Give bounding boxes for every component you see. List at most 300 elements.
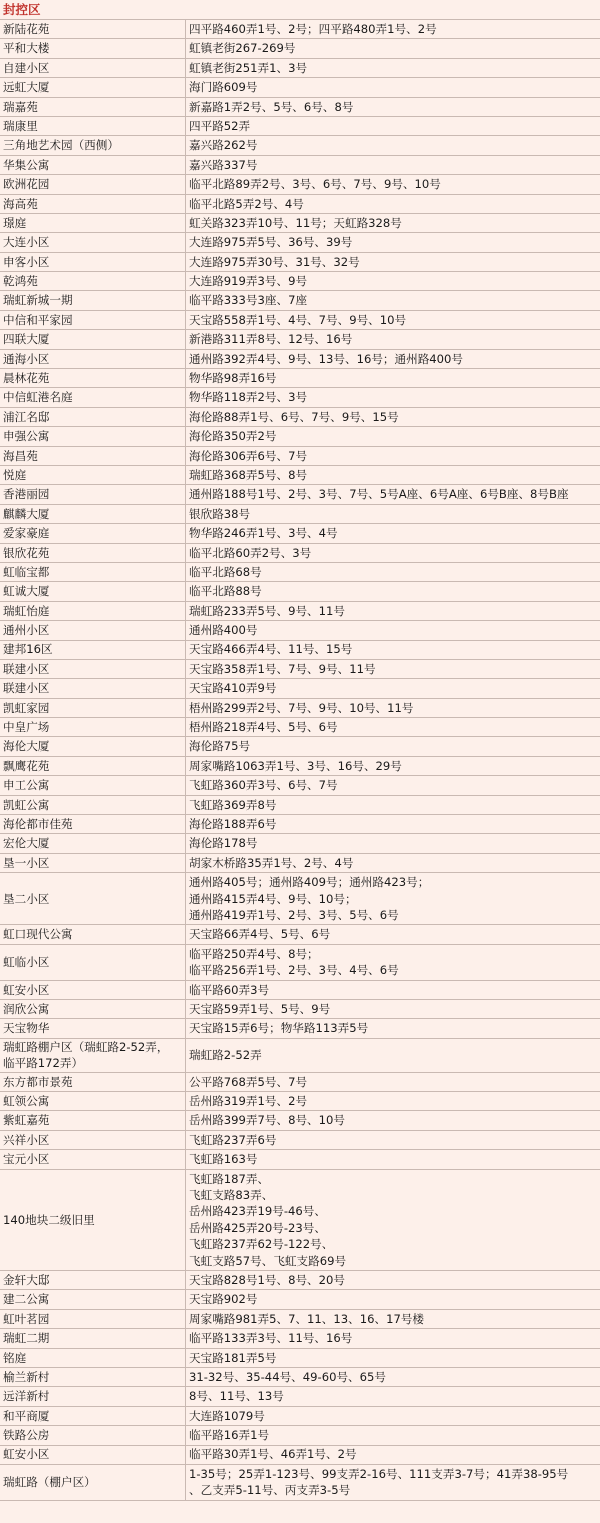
table-row bbox=[0, 194, 600, 213]
community-name-cell bbox=[0, 252, 186, 271]
table-row bbox=[0, 543, 600, 562]
community-name: 润欣公寓 bbox=[3, 1001, 50, 1016]
community-name: 璟庭 bbox=[3, 215, 27, 230]
address-cell bbox=[186, 853, 600, 872]
address-cell bbox=[186, 1387, 600, 1406]
community-name: 海昌苑 bbox=[3, 448, 38, 463]
table-row bbox=[0, 1290, 600, 1309]
address-cell bbox=[186, 1169, 600, 1270]
address-line: 海伦路188弄6号 bbox=[189, 817, 277, 831]
address-line: 物华路118弄2号、3号 bbox=[189, 390, 308, 405]
address-line: 海伦路75号 bbox=[189, 739, 251, 754]
table-row bbox=[0, 834, 600, 853]
address-line: 、乙支弄5-11号、丙支弄3-5号 bbox=[189, 1483, 351, 1498]
community-name-cell bbox=[0, 1038, 186, 1072]
community-name: 东方都市景苑 bbox=[3, 1074, 73, 1089]
address-line: 四平路460弄1号、2号；四平路480弄1号、2号 bbox=[189, 21, 437, 36]
community-name-cell bbox=[0, 310, 186, 329]
address-cell bbox=[186, 601, 600, 620]
community-name-cell bbox=[0, 562, 186, 581]
table-row bbox=[0, 58, 600, 77]
section-title: 封控区 bbox=[0, 0, 600, 20]
table-row bbox=[0, 737, 600, 756]
community-name-cell bbox=[0, 524, 186, 543]
address-cell bbox=[186, 1111, 600, 1130]
community-name: 虹叶茗园 bbox=[3, 1311, 50, 1326]
community-name-cell bbox=[0, 776, 186, 795]
community-name-cell bbox=[0, 504, 186, 523]
table-row bbox=[0, 39, 600, 58]
community-name: 远洋新村 bbox=[3, 1389, 50, 1404]
community-name-cell bbox=[0, 369, 186, 388]
community-name-cell bbox=[0, 980, 186, 999]
address-cell bbox=[186, 233, 600, 252]
community-name: 140地块二级旧里 bbox=[3, 1212, 95, 1227]
address-cell bbox=[186, 944, 600, 980]
address-line: 梧州路299弄2号、7号、9号、10号、11号 bbox=[189, 700, 414, 715]
community-name: 联建小区 bbox=[3, 661, 50, 676]
address-cell bbox=[186, 252, 600, 271]
community-name-cell bbox=[0, 756, 186, 775]
community-name-cell bbox=[0, 78, 186, 97]
table-row bbox=[0, 407, 600, 426]
community-name-cell bbox=[0, 1270, 186, 1289]
community-name: 爱家豪庭 bbox=[3, 526, 50, 541]
address-line: 物华路246弄1号、3号、4号 bbox=[189, 526, 338, 541]
address-line: 通州路400号 bbox=[189, 623, 258, 638]
community-name-cell bbox=[0, 834, 186, 853]
community-name-cell bbox=[0, 1426, 186, 1445]
area-table-body bbox=[0, 20, 600, 1500]
address-line: 临平路60弄3号 bbox=[189, 982, 270, 997]
address-cell bbox=[186, 1290, 600, 1309]
table-row bbox=[0, 925, 600, 944]
address-cell bbox=[186, 1150, 600, 1169]
community-name-cell bbox=[0, 39, 186, 58]
community-name-cell bbox=[0, 853, 186, 872]
address-line: 公平路768弄5号、7号 bbox=[189, 1074, 308, 1089]
table-row bbox=[0, 78, 600, 97]
address-cell bbox=[186, 1406, 600, 1425]
address-line: 飞虹路360弄3号、6号、7号 bbox=[189, 778, 338, 793]
address-cell bbox=[186, 659, 600, 678]
address-line: 银欣路38号 bbox=[189, 506, 251, 521]
table-row bbox=[0, 776, 600, 795]
community-name-cell bbox=[0, 446, 186, 465]
table-row bbox=[0, 815, 600, 834]
community-name-cell bbox=[0, 330, 186, 349]
table-row bbox=[0, 97, 600, 116]
community-name: 乾鸿苑 bbox=[3, 274, 38, 289]
community-name-cell bbox=[0, 679, 186, 698]
address-line: 新嘉路1弄2号、5号、6号、8号 bbox=[189, 99, 354, 114]
community-name: 垦一小区 bbox=[3, 855, 50, 870]
table-row bbox=[0, 756, 600, 775]
address-cell bbox=[186, 213, 600, 232]
address-cell bbox=[186, 194, 600, 213]
address-cell bbox=[186, 427, 600, 446]
address-cell bbox=[186, 562, 600, 581]
table-row bbox=[0, 640, 600, 659]
address-line: 大连路975弄30号、31号、32号 bbox=[189, 254, 360, 269]
community-name-cell bbox=[0, 659, 186, 678]
community-name-cell bbox=[0, 1348, 186, 1367]
community-name-cell bbox=[0, 97, 186, 116]
address-line: 飞虹路237弄6号 bbox=[189, 1132, 277, 1147]
community-name-cell bbox=[0, 795, 186, 814]
address-cell bbox=[186, 718, 600, 737]
table-row bbox=[0, 698, 600, 717]
address-cell bbox=[186, 446, 600, 465]
address-cell bbox=[186, 465, 600, 484]
area-table bbox=[0, 20, 600, 1501]
address-cell bbox=[186, 485, 600, 504]
address-line: 天宝路558弄1号、4号、7号、9号、10号 bbox=[189, 312, 407, 327]
address-line: 瑞虹路368弄5号、8号 bbox=[189, 467, 308, 482]
community-name-cell bbox=[0, 175, 186, 194]
table-row bbox=[0, 1150, 600, 1169]
address-cell bbox=[186, 815, 600, 834]
community-name: 海高苑 bbox=[3, 196, 38, 211]
address-cell bbox=[186, 756, 600, 775]
community-name: 临平路172弄） bbox=[3, 1056, 84, 1071]
address-line: 周家嘴路981弄5、7、11、13、16、17号楼 bbox=[189, 1311, 425, 1326]
community-name: 大连小区 bbox=[3, 235, 50, 250]
table-row bbox=[0, 1038, 600, 1072]
community-name-cell bbox=[0, 640, 186, 659]
table-row bbox=[0, 1445, 600, 1464]
table-row bbox=[0, 272, 600, 291]
address-line: 大连路1079号 bbox=[189, 1408, 265, 1423]
address-cell bbox=[186, 980, 600, 999]
community-name-cell bbox=[0, 815, 186, 834]
community-name-cell bbox=[0, 194, 186, 213]
address-cell bbox=[186, 39, 600, 58]
community-name: 申强公寓 bbox=[3, 429, 50, 444]
address-cell bbox=[186, 679, 600, 698]
community-name: 申工公寓 bbox=[3, 778, 50, 793]
address-cell bbox=[186, 97, 600, 116]
address-line: 8号、11号、13号 bbox=[189, 1389, 284, 1404]
address-cell bbox=[186, 1348, 600, 1367]
address-line: 瑞虹路233弄5号、9号、11号 bbox=[189, 603, 345, 618]
address-line: 临平路16弄1号 bbox=[189, 1428, 270, 1443]
community-name: 中皇广场 bbox=[3, 720, 50, 735]
community-name: 凯虹公寓 bbox=[3, 797, 50, 812]
address-line: 飞虹路237弄62号-122号、 bbox=[189, 1237, 334, 1252]
community-name: 和平商厦 bbox=[3, 1408, 50, 1423]
community-name: 瑞虹新城一期 bbox=[3, 293, 73, 308]
address-cell bbox=[186, 1000, 600, 1019]
community-name: 申客小区 bbox=[3, 254, 50, 269]
community-name: 天宝物华 bbox=[3, 1021, 50, 1036]
address-line: 周家嘴路1063弄1号、3号、16号、29号 bbox=[189, 758, 402, 773]
community-name-cell bbox=[0, 718, 186, 737]
community-name: 虹临小区 bbox=[3, 955, 50, 969]
community-name-cell bbox=[0, 116, 186, 135]
address-line: 通州路392弄4号、9号、13号、16号；通州路400号 bbox=[189, 351, 464, 366]
community-name: 瑞康里 bbox=[3, 118, 38, 133]
community-name-cell bbox=[0, 621, 186, 640]
address-line: 临平北路89弄2号、3号、6号、7号、9号、10号 bbox=[189, 177, 441, 192]
community-name: 铭庭 bbox=[3, 1350, 27, 1365]
address-cell bbox=[186, 116, 600, 135]
address-line: 天宝路828号1号、8号、20号 bbox=[189, 1272, 345, 1287]
community-name: 瑞虹路（棚户区） bbox=[3, 1475, 96, 1490]
table-row bbox=[0, 980, 600, 999]
table-row bbox=[0, 582, 600, 601]
address-cell bbox=[186, 388, 600, 407]
community-name: 虹临宝都 bbox=[3, 564, 50, 579]
table-row bbox=[0, 175, 600, 194]
address-cell bbox=[186, 330, 600, 349]
community-name-cell bbox=[0, 407, 186, 426]
table-row bbox=[0, 155, 600, 174]
community-name-cell bbox=[0, 1445, 186, 1464]
table-row bbox=[0, 1270, 600, 1289]
address-cell bbox=[186, 310, 600, 329]
community-name-cell bbox=[0, 349, 186, 368]
table-row bbox=[0, 1464, 600, 1500]
address-cell bbox=[186, 175, 600, 194]
address-line: 瑞虹路2-52弄 bbox=[189, 1047, 262, 1062]
address-cell bbox=[186, 369, 600, 388]
address-line: 海伦路88弄1号、6号、7号、9号、15号 bbox=[189, 409, 399, 424]
table-row bbox=[0, 330, 600, 349]
community-name: 海伦都市佳苑 bbox=[3, 817, 73, 831]
address-cell bbox=[186, 58, 600, 77]
table-row bbox=[0, 621, 600, 640]
table-row bbox=[0, 291, 600, 310]
community-name: 兴祥小区 bbox=[3, 1132, 50, 1147]
community-name: 建二公寓 bbox=[3, 1292, 50, 1307]
community-name-cell bbox=[0, 944, 186, 980]
community-name-cell bbox=[0, 1091, 186, 1110]
community-name-cell bbox=[0, 136, 186, 155]
community-name-cell bbox=[0, 873, 186, 925]
table-row bbox=[0, 562, 600, 581]
table-row bbox=[0, 1387, 600, 1406]
community-name-cell bbox=[0, 1290, 186, 1309]
community-name: 新陆花苑 bbox=[3, 21, 50, 36]
address-cell bbox=[186, 504, 600, 523]
address-cell bbox=[186, 795, 600, 814]
community-name: 飘鹰花苑 bbox=[3, 758, 50, 773]
community-name-cell bbox=[0, 465, 186, 484]
community-name: 华集公寓 bbox=[3, 157, 50, 172]
address-cell bbox=[186, 78, 600, 97]
table-row bbox=[0, 465, 600, 484]
address-cell bbox=[186, 524, 600, 543]
table-row bbox=[0, 1367, 600, 1386]
community-name-cell bbox=[0, 737, 186, 756]
address-line: 天宝路66弄4号、5号、6号 bbox=[189, 927, 331, 942]
table-row bbox=[0, 1072, 600, 1091]
address-line: 临平北路68号 bbox=[189, 564, 262, 579]
address-line: 天宝路358弄1号、7号、9号、11号 bbox=[189, 661, 376, 676]
community-name: 紫虹嘉苑 bbox=[3, 1113, 50, 1128]
community-name: 虹领公寓 bbox=[3, 1093, 50, 1108]
community-name: 悦庭 bbox=[3, 467, 27, 482]
address-line: 临平北路88号 bbox=[189, 584, 262, 599]
address-cell bbox=[186, 20, 600, 39]
community-name-cell bbox=[0, 1019, 186, 1038]
community-name: 通州小区 bbox=[3, 623, 50, 638]
address-line: 通州路188号1号、2号、3号、7号、5号A座、6号A座、6号B座、8号B座 bbox=[189, 487, 569, 502]
address-line: 大连路975弄5号、36号、39号 bbox=[189, 235, 353, 250]
address-cell bbox=[186, 698, 600, 717]
community-name: 瑞虹路棚户区（瑞虹路2-52弄， bbox=[3, 1039, 169, 1054]
address-line: 大连路919弄3号、9号 bbox=[189, 274, 308, 289]
address-line: 临平路333号3座、7座 bbox=[189, 293, 308, 308]
community-name-cell bbox=[0, 20, 186, 39]
address-line: 物华路98弄16号 bbox=[189, 371, 277, 386]
address-cell bbox=[186, 291, 600, 310]
community-name-cell bbox=[0, 291, 186, 310]
community-name: 自建小区 bbox=[3, 60, 50, 75]
address-line: 通州路415弄4号、9号、10号； bbox=[189, 891, 357, 906]
address-cell bbox=[186, 349, 600, 368]
address-cell bbox=[186, 621, 600, 640]
address-line: 虹镇老街251弄1、3号 bbox=[189, 60, 308, 75]
address-line: 岳州路425弄20号-23号、 bbox=[189, 1220, 326, 1235]
address-line: 飞虹路369弄8号 bbox=[189, 797, 277, 812]
address-line: 临平路250弄4号、8号； bbox=[189, 946, 319, 961]
table-row bbox=[0, 485, 600, 504]
address-line: 临平路30弄1号、46弄1号、2号 bbox=[189, 1447, 357, 1462]
table-row bbox=[0, 504, 600, 523]
community-name: 凯虹家园 bbox=[3, 700, 50, 715]
address-line: 临平北路5弄2号、4号 bbox=[189, 196, 304, 211]
table-row bbox=[0, 349, 600, 368]
table-row bbox=[0, 659, 600, 678]
address-line: 海伦路350弄2号 bbox=[189, 429, 277, 444]
community-name: 宏伦大厦 bbox=[3, 836, 50, 851]
address-cell bbox=[186, 407, 600, 426]
address-line: 天宝路410弄9号 bbox=[189, 681, 277, 696]
address-line: 岳州路319弄1号、2号 bbox=[189, 1093, 308, 1108]
address-cell bbox=[186, 1270, 600, 1289]
address-cell bbox=[186, 776, 600, 795]
table-row bbox=[0, 233, 600, 252]
community-name-cell bbox=[0, 388, 186, 407]
community-name: 平和大楼 bbox=[3, 41, 50, 56]
address-cell bbox=[186, 582, 600, 601]
address-line: 海伦路178号 bbox=[189, 836, 258, 851]
community-name: 瑞嘉苑 bbox=[3, 99, 38, 114]
table-row bbox=[0, 213, 600, 232]
address-cell bbox=[186, 925, 600, 944]
address-cell bbox=[186, 1019, 600, 1038]
address-line: 通州路419弄1号、2号、3号、5号、6号 bbox=[189, 908, 399, 922]
address-line: 临平北路60弄2号、3号 bbox=[189, 545, 312, 560]
address-cell bbox=[186, 543, 600, 562]
address-cell bbox=[186, 136, 600, 155]
address-cell bbox=[186, 1329, 600, 1348]
community-name-cell bbox=[0, 1406, 186, 1425]
community-name-cell bbox=[0, 1464, 186, 1500]
community-name: 虹安小区 bbox=[3, 982, 50, 997]
table-row bbox=[0, 369, 600, 388]
table-row bbox=[0, 1169, 600, 1270]
community-name: 建邦16区 bbox=[3, 642, 53, 657]
community-name-cell bbox=[0, 427, 186, 446]
address-line: 海伦路306弄6号、7号 bbox=[189, 448, 308, 463]
address-line: 四平路52弄 bbox=[189, 118, 251, 133]
address-line: 飞虹路187弄、 bbox=[189, 1171, 270, 1186]
address-line: 胡家木桥路35弄1号、2号、4号 bbox=[189, 855, 354, 870]
community-name: 晨林花苑 bbox=[3, 371, 50, 386]
address-line: 飞虹支路57号、飞虹支路69号 bbox=[189, 1253, 347, 1268]
community-name: 宝元小区 bbox=[3, 1152, 50, 1167]
community-name: 垦二小区 bbox=[3, 891, 50, 906]
community-name-cell bbox=[0, 272, 186, 291]
community-name-cell bbox=[0, 1367, 186, 1386]
community-name: 金轩大邸 bbox=[3, 1272, 50, 1287]
address-line: 嘉兴路337号 bbox=[189, 157, 258, 172]
community-name: 瑞虹二期 bbox=[3, 1331, 50, 1346]
table-row bbox=[0, 1091, 600, 1110]
address-line: 天宝路902号 bbox=[189, 1292, 258, 1307]
table-row bbox=[0, 524, 600, 543]
table-row bbox=[0, 853, 600, 872]
table-row bbox=[0, 1019, 600, 1038]
address-cell bbox=[186, 1038, 600, 1072]
community-name-cell bbox=[0, 543, 186, 562]
community-name-cell bbox=[0, 58, 186, 77]
address-line: 通州路405号；通州路409号；通州路423号； bbox=[189, 875, 430, 890]
community-name: 三角地艺术园（西侧） bbox=[3, 138, 119, 153]
address-cell bbox=[186, 272, 600, 291]
table-row bbox=[0, 1130, 600, 1149]
address-line: 天宝路15弄6号；物华路113弄5号 bbox=[189, 1021, 369, 1036]
community-name: 铁路公房 bbox=[3, 1428, 50, 1443]
table-row bbox=[0, 601, 600, 620]
table-row bbox=[0, 446, 600, 465]
address-cell bbox=[186, 640, 600, 659]
table-row bbox=[0, 252, 600, 271]
table-row bbox=[0, 1111, 600, 1130]
address-cell bbox=[186, 1072, 600, 1091]
table-row bbox=[0, 1348, 600, 1367]
address-line: 31-32号、35-44号、49-60号、65号 bbox=[189, 1369, 386, 1384]
address-line: 虹镇老街267-269号 bbox=[189, 41, 296, 56]
address-line: 岳州路423弄19号-46号、 bbox=[189, 1204, 326, 1219]
community-name: 虹口现代公寓 bbox=[3, 927, 73, 942]
address-line: 1-35号；25弄1-123号、99支弄2-16号、111支弄3-7号；41弄38-95号 bbox=[189, 1466, 569, 1481]
community-name-cell bbox=[0, 925, 186, 944]
community-name: 麒麟大厦 bbox=[3, 506, 50, 521]
community-name-cell bbox=[0, 485, 186, 504]
address-line: 飞虹支路83弄、 bbox=[189, 1187, 274, 1202]
community-name-cell bbox=[0, 213, 186, 232]
community-name-cell bbox=[0, 1169, 186, 1270]
community-name: 榆兰新村 bbox=[3, 1369, 50, 1384]
community-name: 浦江名邸 bbox=[3, 409, 50, 424]
community-name-cell bbox=[0, 1150, 186, 1169]
community-name: 中信和平家园 bbox=[3, 312, 73, 327]
community-name: 海伦大厦 bbox=[3, 739, 50, 754]
community-name: 瑞虹怡庭 bbox=[3, 603, 50, 618]
address-cell bbox=[186, 834, 600, 853]
table-row bbox=[0, 1426, 600, 1445]
community-name: 联建小区 bbox=[3, 681, 50, 696]
table-row bbox=[0, 718, 600, 737]
table-row bbox=[0, 1329, 600, 1348]
address-cell bbox=[186, 1367, 600, 1386]
community-name: 香港丽园 bbox=[3, 487, 50, 502]
address-line: 嘉兴路262号 bbox=[189, 138, 258, 153]
